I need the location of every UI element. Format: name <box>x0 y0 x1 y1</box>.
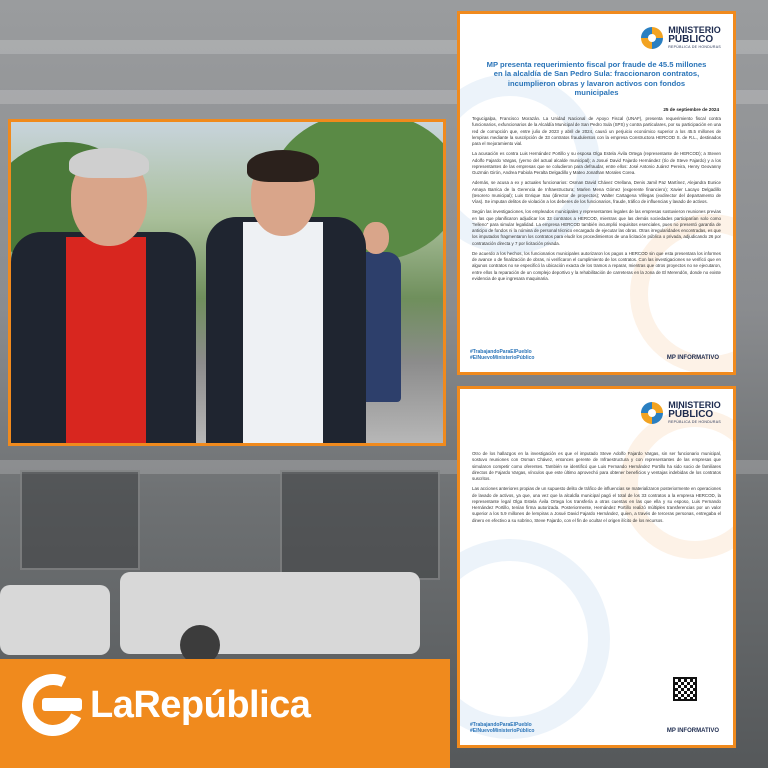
body-paragraph: De acuerdo a los hechos, los funcionarios municipales autorizaron los pagos a HERCOD sin que esta presentara los informes de avance o de finalización de obras, ni verificaron el cumplimiento de los contratos. Con las investigaciones se verificó que en algunos contratos no se especificó la ubicación exacta de los tramos a reparar, mientras que otros proyectos no se ejecutaron, entre ellos la reparación de un complejo deportivo y la rehabilitación de carreteras en la zona de El Merendón, donde no existe evidencia de que ingresara maquinaria. <box>472 250 721 281</box>
press-release-date: 25 de septiembre de 2024 <box>663 107 719 112</box>
body-paragraph: Otro de los hallazgos en la investigación es que el imputado Steve Adolfo Fajardo Vargas, sin ser funcionario municipal, sostuvo reuniones con Osman Chávez, entonces gerente de Infraestructura y con representantes de las empresas que simularon competir como oferentes. También se identificó que Luis Fernando Hernández Portillo ha sido socio de familiares directos de Fajardo Vargas, vínculos que este último aprovechó para obtener beneficios y ventajas indebidas de los contratos suscritos. <box>472 451 721 481</box>
qr-code-icon <box>673 677 697 701</box>
hashtags <box>470 722 534 736</box>
hashtag: #TrabajandoParaElPueblo <box>470 721 532 728</box>
body-paragraph: La acusación es contra Luis Hernández Portillo y su esposa Olga Estela Ávila Ortega (representante de HERCOD); a Steven Adolfo Fajardo Vargas, (yerno del actual alcalde municipal); a Josué David Fajardo Hernández (tío de Steve Fajardo) y a los representantes de las empresas que se coludieron para defraudar, entre ellos: José Antonio Juárez Pereira, Henry Geovanny Guzmán Girón, Andrea Fabiola Peralta Delgadillo y Mateo Jonathan Morales Corea. <box>472 151 721 175</box>
logo-line-3: REPÚBLICA DE HONDURAS <box>668 45 721 49</box>
red-shirt <box>66 237 146 446</box>
dark-hair <box>247 150 319 182</box>
press-release-body <box>472 451 721 528</box>
press-release-page-1 <box>457 11 736 375</box>
body-paragraph: Las acciones anteriores propias de un supuesto delito de tráfico de influencias se materializaron posteriormente en operaciones de lavado de activos, ya que, una vez que la alcaldía municipal pagó el total de los 33 contratos a la empresa HERCOD, la representante legal Olga Estela Ávila Ortega los transfería a otras cuentas en las que ella y su esposo, Luis Fernando Hernández Portillo, tenían firma autorizada. Posteriormente, Hernández Portillo realizó múltiples transferencias por un valor superior a los 5.9 millones de lempiras a Josué David Fajardo Hernández, quien, a través de terceras personas, entregaba el dinero en efectivo a su sobrino, Steve Fajardo, con el fin de ocultar el origen ilícito de los recursos. <box>472 486 721 523</box>
building-window <box>280 470 440 580</box>
body-paragraph: Según las investigaciones, los empleados municipales y representantes legales de las empresas sostuvieron reuniones previas en las que planificaron adjudicar los 33 contratos a HERCOD, mientras que las demás sociedades participarían solo como "relleno" para simular legalidad. La empresa HERCOD también incumplió requisitos esenciales, pues no presentó garantía de anticipo de fondos ni la nómina de personal técnico encargado de ejecutar las obras. Otras irregularidades encontradas, es que los imputados fragmentaron los contratos para eludir los procedimientos de una licitación pública o privada, adjudicando 26 por contratación directa y 7 por licitación privada. <box>472 209 721 246</box>
body-paragraph: Además, se acusa a ex y actuales funcionarios: Osman David Chávez Orellana, Denis Jamil Paz Martínez, Alejandra Eunice Amaya Barrica de la Gerencia de Infraestructura; Marlen Mena Gómez (exgerente financiero); Xavier Lacayo Delgadillo (tesorero municipal); Luis Enrique Sao (director de proyectos); Walter Cartagena Villegas (exdirector del departamento de Vías). Se imputan delitos de violación a los deberes de los funcionarios, fraude, tráfico de influencias y lavado de activos. <box>472 180 721 204</box>
grey-hair <box>69 148 149 178</box>
press-release-title: MP presenta requerimiento fiscal por fraude de 45.5 millones en la alcaldía de San Pedro Sula: fraccionaron contratos, incumplieron obras y lavaron activos con fondos municipales <box>486 60 707 97</box>
hashtags <box>470 349 534 363</box>
footer-label: MP INFORMATIVO <box>666 728 719 734</box>
press-release-page-2 <box>457 386 736 748</box>
news-photo <box>8 119 446 446</box>
footer-label: MP INFORMATIVO <box>666 355 719 361</box>
hashtag: #ElNuevoMinisterioPúblico <box>470 728 535 735</box>
logo-line-1: MINISTERIO <box>668 400 721 410</box>
logo-emblem-icon <box>641 402 663 424</box>
logo-line-2: PÚBLICO <box>668 409 714 420</box>
white-shirt <box>243 222 323 446</box>
press-release-body <box>472 116 721 286</box>
la-republica-logo <box>22 674 310 736</box>
logo-line-1: MINISTERIO <box>668 25 721 35</box>
officer-head <box>363 222 389 254</box>
ministerio-publico-logo <box>641 401 721 425</box>
la-republica-emblem-icon <box>22 674 84 736</box>
watermark-swirl <box>457 539 610 739</box>
hashtag: #ElNuevoMinisterioPúblico <box>470 355 535 362</box>
logo-line-3: REPÚBLICA DE HONDURAS <box>668 420 721 424</box>
parked-car <box>0 585 110 655</box>
logo-line-2: PÚBLICO <box>668 34 714 45</box>
hashtag: #TrabajandoParaElPueblo <box>470 348 532 355</box>
building-window <box>20 470 140 570</box>
brand-name: LaRepública <box>90 683 311 726</box>
ministerio-publico-logo <box>641 26 721 50</box>
pickup-truck <box>120 572 420 654</box>
logo-emblem-icon <box>641 27 663 49</box>
body-paragraph: Tegucigalpa, Francisco Morazán. La Unidad Nacional de Apoyo Fiscal (UNAF), presenta requerimiento fiscal contra funcionarios, exfuncionarios de la Alcaldía Municipal de San Pedro Sula (SPS) y contra particulares, por su participación en una red de corrupción que, entre julio de 2023 y abril de 2024, causó un perjuicio económico superior a los 45.5 millones de lempiras mediante la suscripción de 33 contratos fraudulentos con la empresa Constructora HERCOD S. de R.L., destinados para el mejoramiento vial. <box>472 116 721 146</box>
